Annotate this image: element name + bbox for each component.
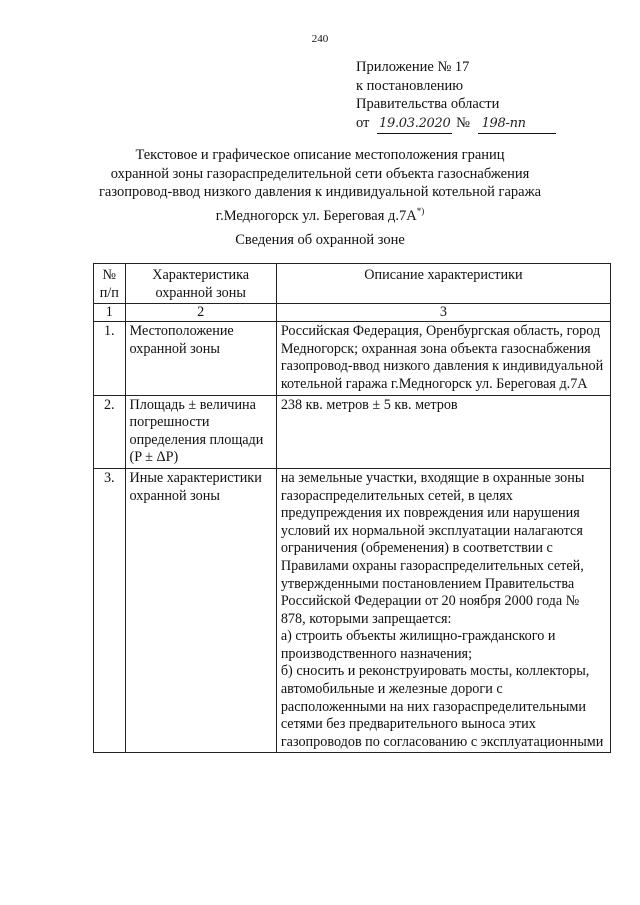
protection-zone-table (93, 263, 611, 753)
page-number: 240 (311, 33, 329, 45)
title-line-4 (60, 202, 580, 225)
title-line-3: газопровод-ввод низкого давления к индивидуальной котельной гаража (98, 184, 542, 200)
row-number: 2. (94, 395, 126, 468)
table-row (94, 395, 611, 468)
table-row (94, 322, 611, 395)
column-number: 1 (94, 304, 126, 322)
row-number: 1. (94, 322, 126, 395)
restriction-item-a: а) строить объекты жилищно-гражданского и производственного назначения; (280, 628, 556, 662)
header-number: № п/п (94, 264, 126, 304)
header-description: Описание характеристики (276, 264, 610, 304)
row-characteristic: Иные характеристики охранной зоны (125, 468, 276, 753)
row-characteristic: Местоположение охранной зоны (125, 322, 276, 395)
row-number: 3. (94, 468, 126, 753)
section-subtitle: Сведения об охранной зоне (235, 232, 405, 248)
appendix-line-2: к постановлению (356, 77, 464, 94)
row-characteristic: Площадь ± величина погрешности определения площади (P ± ΔP) (125, 395, 276, 468)
column-number: 2 (125, 304, 276, 322)
appendix-line-1: Приложение № 17 (356, 59, 470, 75)
title-address: г.Медногорск ул. Береговая д.7А (215, 207, 417, 224)
table-row (94, 468, 611, 753)
row-description: 238 кв. метров ± 5 кв. метров (276, 395, 610, 468)
date-prefix: от (356, 114, 370, 131)
appendix-header (356, 58, 556, 134)
appendix-line-3: Правительства области (356, 96, 500, 112)
row-description: Российская Федерация, Оренбургская область, город Медногорск; охранная зона объекта газоснабжения газопровод-ввод низкого давления к индивидуальной котельной гаража г.Медногорск ул. Береговая д.7А (276, 322, 610, 395)
footnote-mark: *) (416, 205, 425, 216)
row-description: на земельные участки, входящие в охранные зоны газораспределительных сетей, в целях предупреждения их повреждения или нарушения условий их нормальной эксплуатации налагаются ограничения (обременения) в соответствии с Правилами охраны газораспределительных сетей, утвержденными постановлением Правительства Российской Федерации от 20 ноября 2000 года № 878, которыми запрещается: (280, 469, 585, 627)
document-title (60, 146, 580, 225)
row-description-cell (276, 468, 610, 753)
header-characteristic: Характеристика охранной зоны (125, 264, 276, 304)
restriction-item-b: б) сносить и реконструировать мосты, коллекторы, автомобильные и железные дороги с расположенными на них газораспределительными сетями без предварительного выноса этих газопроводов по согласованию с эксплуатационными (280, 663, 604, 750)
number-prefix: № (456, 114, 470, 131)
title-line-2: охранной зоны газораспределительной сети объекта газоснабжения (110, 165, 530, 182)
handwritten-date: 19.03.2020 (377, 115, 452, 135)
appendix-date-line (356, 114, 556, 135)
title-line-1: Текстовое и графическое описание местоположения границ (135, 147, 505, 163)
column-number-row (94, 304, 611, 322)
column-number: 3 (276, 304, 610, 322)
handwritten-number: 198-пп (478, 115, 556, 135)
table-header-row (94, 264, 611, 304)
